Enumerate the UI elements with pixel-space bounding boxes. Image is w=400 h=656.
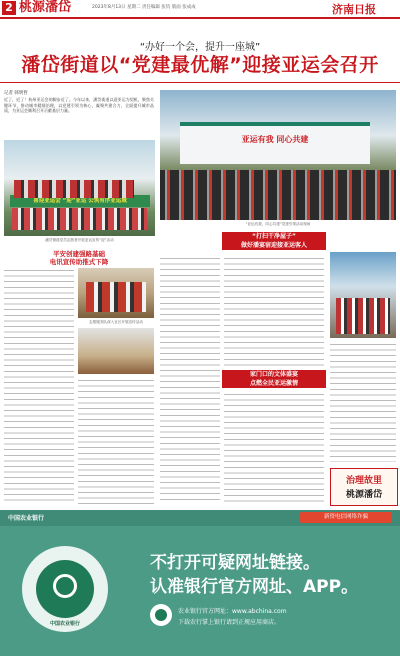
ad-slogan-2: 认准银行官方网址、APP。 — [150, 577, 359, 597]
banner-sign: 喜迎亚运会 “迎”亚运 公筑有序亚运城 — [10, 195, 150, 207]
left-photo — [4, 140, 155, 236]
ad-tip-line: 下载农行掌上银行请到正规应用商店。 — [178, 619, 281, 626]
date-line: 2023年8月13日 星期二 责任编辑 张钧 版面 张成成 — [92, 5, 196, 10]
bank-logo-circle — [22, 546, 108, 632]
byline: 记者 韩明哲 — [4, 91, 28, 96]
abc-small-icon — [150, 604, 172, 626]
headline: 潘岱街道以“党建最优解”迎接亚运会召开 — [21, 54, 379, 76]
right-photo — [160, 90, 396, 220]
kicker: “办好一个会，提升一座城” — [139, 42, 261, 53]
body-column-3 — [160, 256, 220, 504]
right-small-photo — [330, 252, 396, 338]
stage-text: 亚运有我 同心共建 — [241, 135, 309, 144]
header-rule — [0, 17, 400, 19]
abc-small-icon-inner — [155, 609, 167, 621]
right-photo-caption: “亚运有我，同心共建”党建引领活动现场 — [245, 222, 311, 226]
page-number: 2 — [2, 1, 16, 15]
bank-logo-icon — [36, 560, 94, 618]
masthead: 济南日报 — [332, 3, 376, 16]
bank-name-top: 中国农业银行 — [8, 515, 45, 522]
bank-logo-label: 中国农业银行 — [49, 621, 80, 627]
people — [86, 282, 146, 312]
subhead-1: 平安创建强路基础 电讯宣传助推式下降 — [49, 250, 109, 266]
body-column-6 — [330, 342, 396, 462]
mid-photo-2 — [78, 328, 154, 374]
body-column-2 — [78, 378, 154, 504]
bank-logo-ring — [53, 574, 77, 598]
ad-site-line: 农业银行官方网址：www.abchina.com — [178, 608, 287, 615]
left-photo-caption: 潘岱街道党员志愿者开展亚运宣传“迎”活动 — [45, 238, 114, 242]
body-column-1 — [4, 268, 74, 504]
subhead-2: “打扫干净屋子” 做好潘宴宿迎接亚运客人 — [222, 232, 326, 250]
lead-text: 近了，近了！杭州亚运会的脚步近了。今年以来，潘岱街道以迎亚运为契机，聚焦关键环节，推动城市精细治理，以党建引领为核心，凝聚共建合力，全面提升城市品质，为亚运会顺利召开贡献基层力量。 — [4, 97, 154, 114]
headline-rule — [0, 82, 400, 83]
subhead-3: 家门口的文体盛宴 点燃全民亚运激情 — [222, 370, 326, 388]
ad-topbar-label: 新资电信网络诈骗 — [300, 512, 392, 523]
crowd-figures — [14, 180, 134, 198]
performers — [336, 298, 390, 334]
body-column-4 — [224, 256, 324, 366]
ad-slogan-1: 不打开可疑网址链接。 — [150, 553, 320, 573]
crowd-front — [12, 208, 147, 230]
logo-line2: 桃源潘岱 — [345, 490, 382, 500]
mid-caption: 志愿服务队深入社区开展宣传活动 — [89, 320, 143, 324]
stage — [180, 122, 370, 164]
logo-block — [330, 468, 398, 506]
audience — [160, 170, 396, 220]
logo-line1: 治理故里 — [345, 476, 382, 486]
mid-photo-1 — [78, 268, 154, 318]
body-column-5 — [224, 392, 324, 504]
section-title: 桃源潘岱 — [19, 0, 72, 15]
